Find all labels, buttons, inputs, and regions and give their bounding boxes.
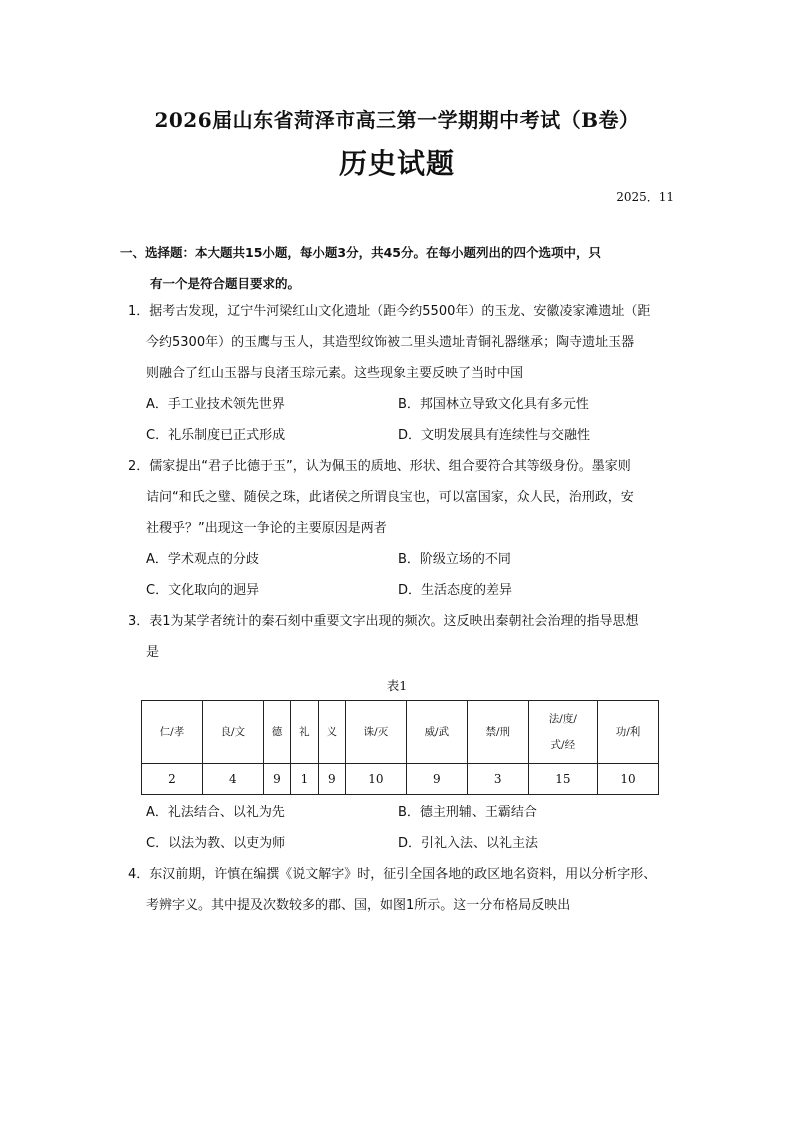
question-text-line: 东汉前期，许慎在编撰《说文解字》时，征引全国各地的政区地名资料，用以分析字形、 — [149, 867, 657, 882]
table-caption: 表1 — [386, 678, 408, 693]
option-d: D．文明发展具有连续性与交融性 — [398, 428, 591, 443]
question-2 — [128, 451, 680, 544]
table-header-cell-line: 式/经 — [550, 739, 576, 751]
table-value-cell: 10 — [597, 764, 658, 795]
question-text-line: 诘问“和氏之璧、随侯之珠，此诸侯之所谓良宝也，可以富国家，众人民，治刑政，安 — [146, 490, 634, 505]
option-a: A．礼法结合、以礼为先 — [146, 805, 285, 820]
question-number: 3． — [128, 614, 150, 629]
question-1-options — [146, 389, 686, 451]
question-text-line: 则融合了红山玉器与良渚玉琮元素。这些现象主要反映了当时中国 — [146, 366, 524, 381]
table-value-row — [142, 764, 659, 795]
option-b: B．邦国林立导致文化具有多元性 — [398, 397, 589, 412]
exam-title: 2026届山东省菏泽市高三第一学期期中考试（B卷） — [154, 108, 640, 132]
table-value-cell: 10 — [346, 764, 407, 795]
question-1 — [128, 296, 680, 389]
option-a: A．手工业技术领先世界 — [146, 397, 285, 412]
table-value-cell: 3 — [467, 764, 528, 795]
question-number: 2． — [128, 459, 150, 474]
table-value-cell: 1 — [291, 764, 318, 795]
table-header-cell-line: 法/度/ — [548, 713, 577, 725]
table-header-cell: 禁/刑 — [467, 701, 528, 764]
question-text-line: 社稷乎？”出现这一争论的主要原因是两者 — [146, 521, 387, 536]
table-header-cell: 礼 — [291, 701, 318, 764]
question-text-line: 考辨字义。其中提及次数较多的郡、国，如图1所示。这一分布格局反映出 — [146, 898, 571, 913]
question-text-line: 今约5300年）的玉鹰与玉人，其造型纹饰被二里头遗址青铜礼器继承；陶寺遗址玉器 — [146, 335, 635, 350]
option-c: C．以法为教、以吏为师 — [146, 836, 286, 851]
section-heading-line-1: 一、选择题：本大题共15小题，每小题3分，共45分。在每小题列出的四个选项中，只 — [120, 245, 601, 260]
question-text-line: 是 — [146, 645, 160, 660]
frequency-table — [141, 700, 659, 795]
table-value-cell: 15 — [528, 764, 597, 795]
option-b: B．阶级立场的不同 — [398, 552, 511, 567]
option-d: D．引礼入法、以礼主法 — [398, 836, 539, 851]
table-value-cell: 9 — [263, 764, 290, 795]
table-value-cell: 4 — [202, 764, 263, 795]
table-header-row — [142, 701, 659, 764]
table-header-cell: 仁/孝 — [142, 701, 203, 764]
table-header-cell: 德 — [263, 701, 290, 764]
table-header-cell: 良/文 — [202, 701, 263, 764]
option-b: B．德主刑辅、王霸结合 — [398, 805, 537, 820]
question-number: 1． — [128, 304, 150, 319]
question-text-line: 据考古发现，辽宁牛河梁红山文化遗址（距今约5500年）的玉龙、安徽凌家滩遗址（距 — [149, 304, 651, 319]
option-c: C．文化取向的迥异 — [146, 583, 260, 598]
subject-title: 历史试题 — [338, 147, 455, 180]
table-header-cell: 义 — [318, 701, 345, 764]
table-header-cell: 诛/灭 — [346, 701, 407, 764]
question-text-line: 儒家提出“君子比德于玉”，认为佩玉的质地、形状、组合要符合其等级身份。墨家则 — [149, 459, 631, 474]
question-2-options — [146, 544, 686, 606]
table-header-cell: 威/武 — [406, 701, 467, 764]
exam-date: 2025．11 — [616, 190, 674, 204]
table-header-cell: 功/利 — [597, 701, 658, 764]
option-c: C．礼乐制度已正式形成 — [146, 428, 286, 443]
question-3 — [128, 606, 680, 668]
option-a: A．学术观点的分歧 — [146, 552, 259, 567]
section-heading — [120, 237, 680, 299]
question-3-options — [146, 797, 686, 859]
section-heading-line-2: 有一个是符合题目要求的。 — [150, 276, 301, 291]
table-value-cell: 9 — [318, 764, 345, 795]
table-value-cell: 9 — [406, 764, 467, 795]
table-header-cell — [528, 701, 597, 764]
question-4 — [128, 859, 680, 921]
question-text-line: 表1为某学者统计的秦石刻中重要文字出现的频次。这反映出秦朝社会治理的指导思想 — [149, 614, 639, 629]
option-d: D．生活态度的差异 — [398, 583, 513, 598]
question-number: 4． — [128, 867, 150, 882]
table-value-cell: 2 — [142, 764, 203, 795]
